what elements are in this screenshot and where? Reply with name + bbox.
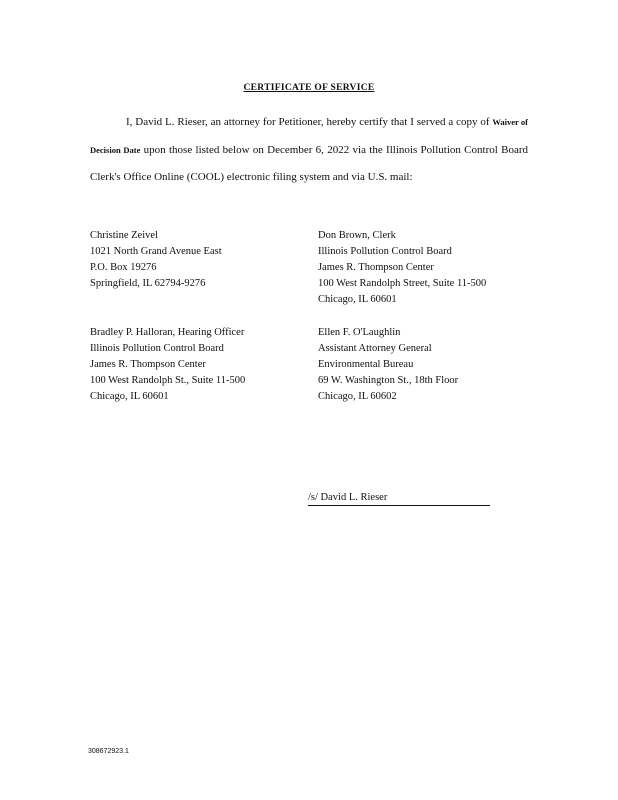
signature-line: /s/ David L. Rieser: [308, 491, 490, 506]
address-line: Bradley P. Halloran, Hearing Officer: [90, 327, 245, 338]
address-line: Ellen F. O'Laughlin: [318, 327, 401, 338]
address-line: Don Brown, Clerk: [318, 230, 396, 241]
recipient-address-block: [318, 325, 458, 405]
address-line: Environmental Bureau: [318, 359, 414, 370]
address-line: Chicago, IL 60601: [90, 391, 169, 402]
recipient-address-block: [90, 325, 245, 405]
document-title-emphasis: Waiver of Decision Date: [90, 117, 528, 155]
address-line: Chicago, IL 60602: [318, 391, 397, 402]
address-line: Assistant Attorney General: [318, 343, 432, 354]
address-line: 69 W. Washington St., 18th Floor: [318, 375, 459, 386]
address-line: Illinois Pollution Control Board: [90, 343, 224, 354]
recipient-address-block: [90, 228, 222, 292]
address-line: James R. Thompson Center: [90, 359, 206, 370]
certification-paragraph: [90, 109, 528, 192]
recipient-address-block: [318, 228, 486, 308]
address-line: 1021 North Grand Avenue East: [90, 246, 222, 257]
address-line: Christine Zeivel: [90, 230, 158, 241]
address-line: P.O. Box 19276: [90, 262, 157, 273]
document-id-footer: 308672923.1: [88, 748, 129, 755]
address-line: 100 West Randolph Street, Suite 11-500: [318, 278, 487, 289]
address-line: James R. Thompson Center: [318, 262, 434, 273]
certification-text-part2: upon those listed below on December 6, 2022 via the Illinois Pollution Control Board Clerk's Office Online (COOL) electronic filing system and via U.S. mail:: [90, 143, 528, 183]
address-line: 100 West Randolph St., Suite 11-500: [90, 375, 246, 386]
certification-text-part1: I, David L. Rieser, an attorney for Petitioner, hereby certify that I served a copy of: [126, 116, 493, 128]
address-line: Illinois Pollution Control Board: [318, 246, 452, 257]
address-line: Springfield, IL 62794-9276: [90, 278, 206, 289]
address-line: Chicago, IL 60601: [318, 294, 397, 305]
page-title: CERTIFICATE OF SERVICE: [243, 83, 375, 93]
